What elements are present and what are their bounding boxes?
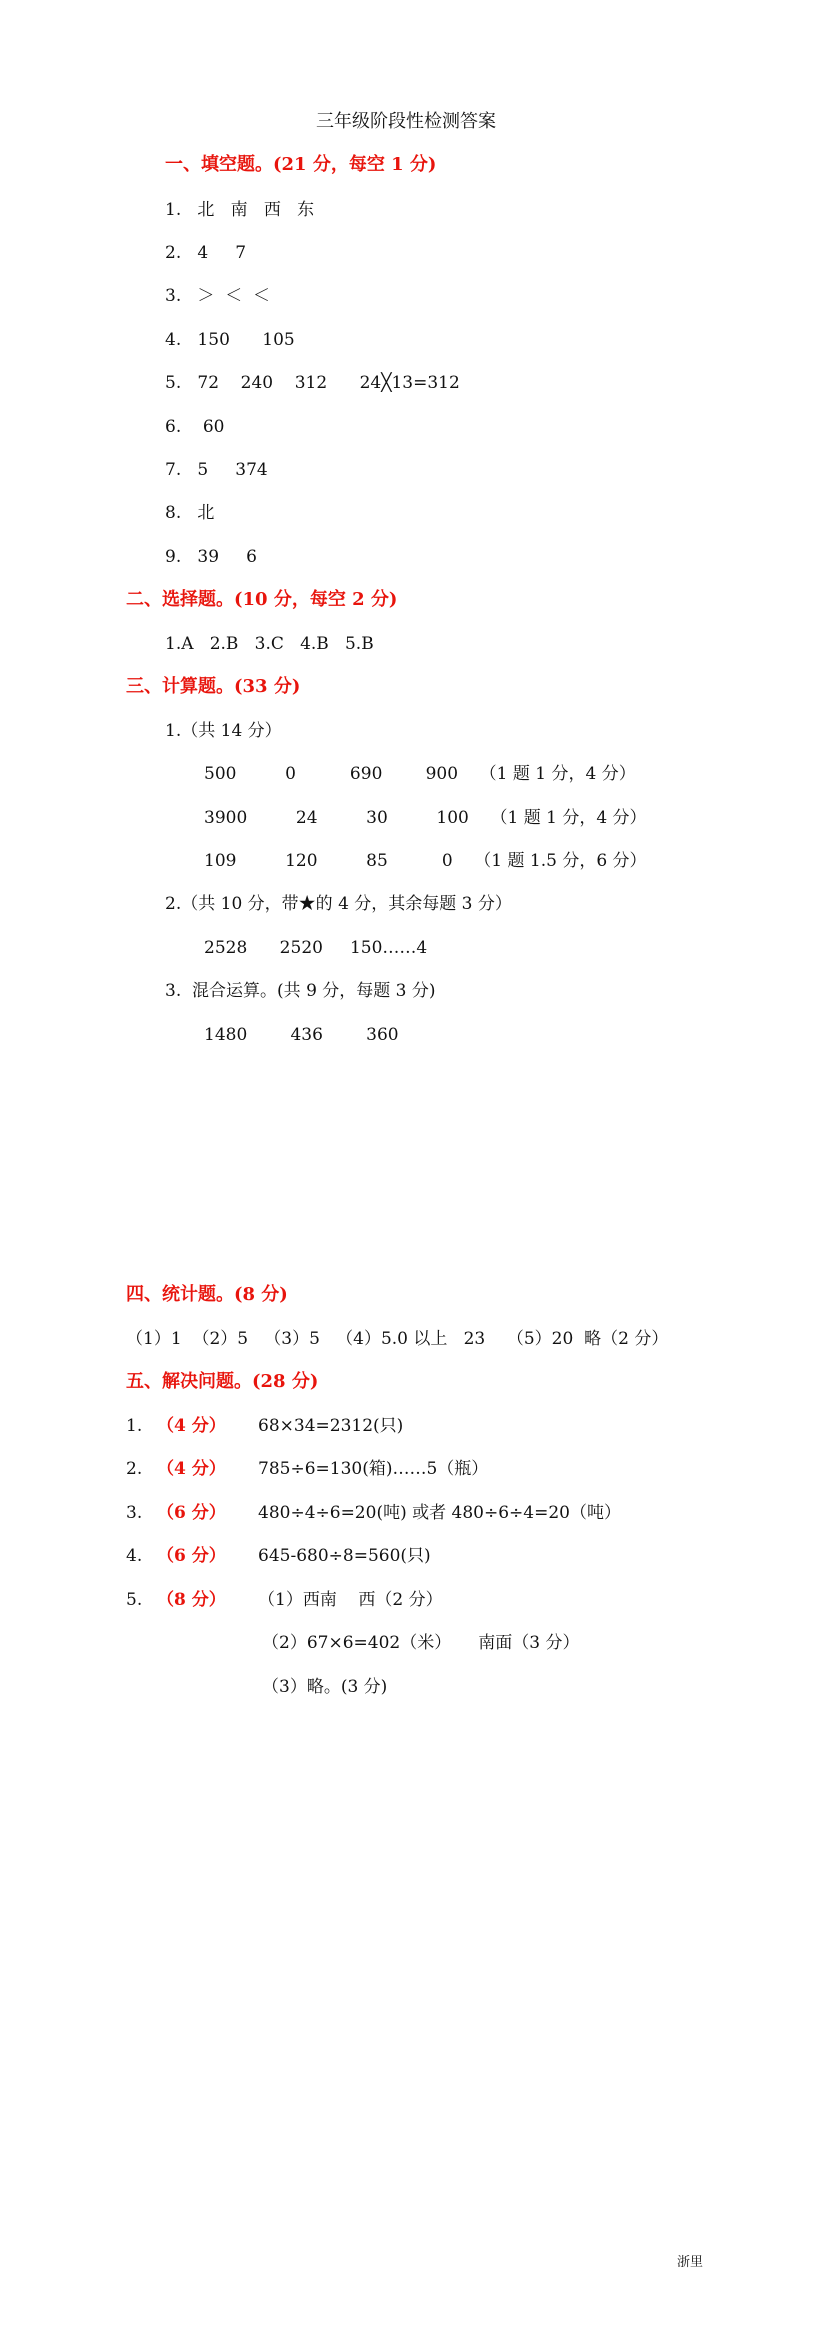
calc-q3-answers: 1480 436 360 xyxy=(204,1025,399,1045)
fill-answer-5: 5. 72 240 312 24╳13=312 xyxy=(165,373,460,393)
fill-answer-4: 4. 150 105 xyxy=(165,330,295,350)
problem-5-part-2: （2）67×6=402（米） 南面（3 分） xyxy=(262,1633,580,1653)
calc-q1-row-2: 3900 24 30 100 （1 题 1 分，4 分） xyxy=(204,808,647,828)
calc-q1-row-3: 109 120 85 0 （1 题 1.5 分，6 分） xyxy=(204,851,647,871)
problem-number: 3. xyxy=(126,1503,143,1523)
choice-answers: 1.A 2.B 3.C 4.B 5.B xyxy=(165,634,374,654)
fill-answer-8: 8. 北 xyxy=(165,503,215,523)
footer-watermark: 浙里 xyxy=(677,2255,704,2270)
problem-number: 1. xyxy=(126,1416,143,1436)
calc-q2-answers: 2528 2520 150……4 xyxy=(204,938,428,958)
problem-answer: 68×34=2312(只) xyxy=(258,1416,404,1436)
problem-answer: 645-680÷8=560(只) xyxy=(258,1546,431,1566)
calc-q3-label: 3. 混合运算。(共 9 分，每题 3 分) xyxy=(165,981,436,1001)
problem-answer: （1）西南 西（2 分） xyxy=(258,1590,443,1610)
calc-q1-row-1: 500 0 690 900 （1 题 1 分，4 分） xyxy=(204,764,636,784)
fill-answer-3: 3. ＞ ＜ ＜ xyxy=(165,286,271,306)
fill-answer-2: 2. 4 7 xyxy=(165,243,247,263)
section-1-heading: 一、填空题。(21 分，每空 1 分) xyxy=(165,154,437,175)
section-4-heading: 四、统计题。(8 分) xyxy=(126,1284,288,1305)
fill-answer-9: 9. 39 6 xyxy=(165,547,257,567)
problem-score: （4 分） xyxy=(157,1416,226,1436)
section-2-heading: 二、选择题。(10 分，每空 2 分) xyxy=(126,589,398,610)
calc-q2-label: 2.（共 10 分，带★的 4 分，其余每题 3 分） xyxy=(165,894,512,914)
problem-number: 4. xyxy=(126,1546,143,1566)
fill-answer-7: 7. 5 374 xyxy=(165,460,268,480)
problem-score: （6 分） xyxy=(157,1503,226,1523)
problem-answer: 785÷6=130(箱)……5（瓶） xyxy=(258,1459,489,1479)
section-5-heading: 五、解决问题。(28 分) xyxy=(126,1371,319,1392)
problem-number: 5. xyxy=(126,1590,143,1610)
fill-answer-6: 6. 60 xyxy=(165,417,225,437)
problem-number: 2. xyxy=(126,1459,143,1479)
problem-score: （8 分） xyxy=(157,1590,226,1610)
calc-q1-label: 1.（共 14 分） xyxy=(165,721,282,741)
fill-answer-1: 1. 北 南 西 东 xyxy=(165,200,315,220)
problem-5-part-3: （3）略。(3 分) xyxy=(262,1677,388,1697)
section-3-heading: 三、计算题。(33 分) xyxy=(126,676,301,697)
problem-score: （4 分） xyxy=(157,1459,226,1479)
page-title: 三年级阶段性检测答案 xyxy=(316,111,496,132)
problem-score: （6 分） xyxy=(157,1546,226,1566)
stats-answers: （1）1 （2）5 （3）5 （4）5.0 以上 23 （5）20 略（2 分） xyxy=(126,1329,669,1349)
problem-answer: 480÷4÷6=20(吨) 或者 480÷6÷4=20（吨） xyxy=(258,1503,621,1523)
